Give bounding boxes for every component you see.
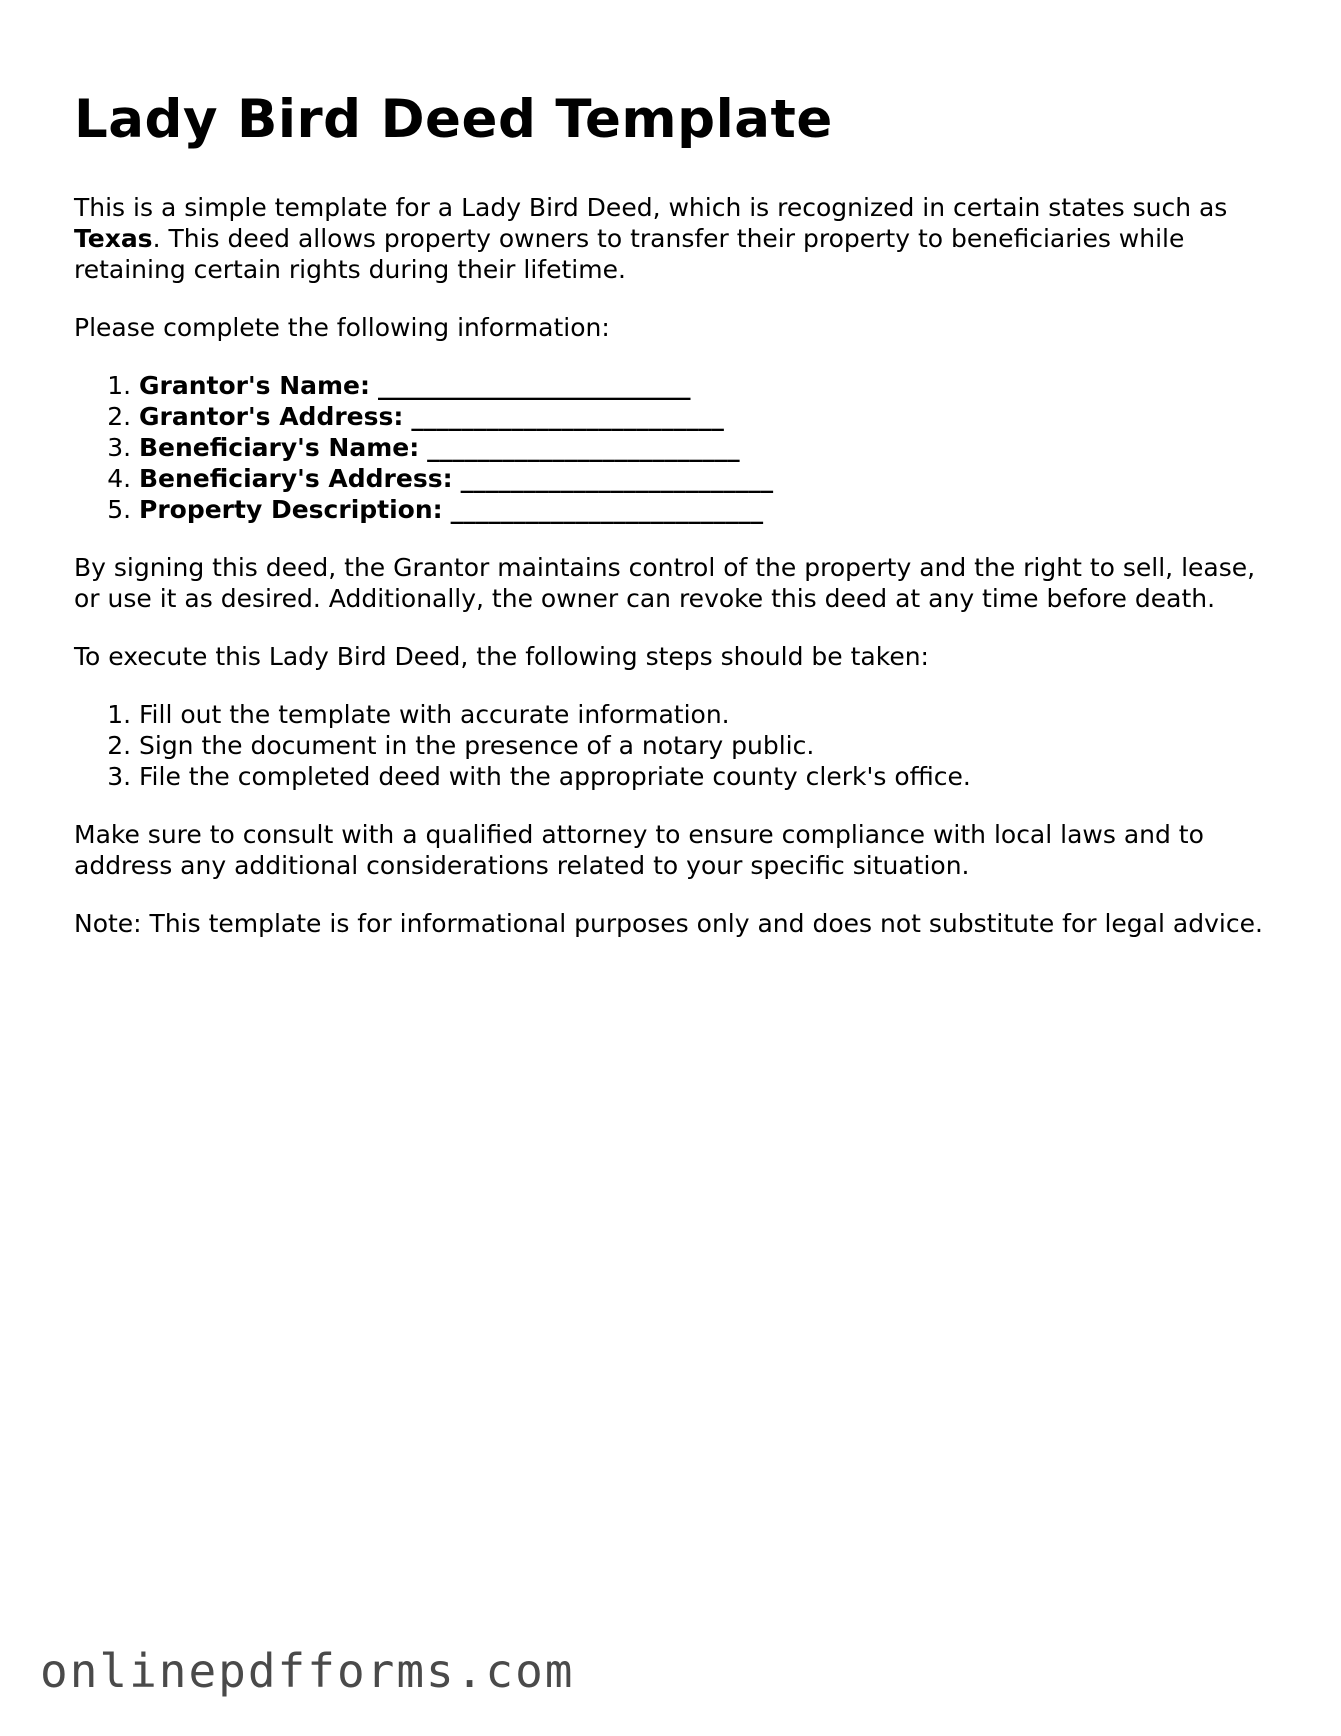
field-beneficiary-address <box>139 463 1274 494</box>
rights-paragraph: By signing this deed, the Grantor maintains control of the property and the right to sell, lease, or use it as desired. Additionally, the owner can revoke this deed at any time before death. <box>74 552 1256 613</box>
field-label: Grantor's Name: <box>139 370 371 400</box>
intro-text-after: . This deed allows property owners to transfer their property to beneficiaries while retaining certain rights during their lifetime. <box>74 223 1185 284</box>
step-item: 3. File the completed deed with the appropriate county clerk's office. <box>139 761 1274 792</box>
field-blank: _________________________ <box>460 463 774 493</box>
fields-list <box>74 370 1274 525</box>
intro-state: Texas <box>74 223 153 253</box>
watermark: onlinepdfforms.com <box>40 1644 575 1698</box>
intro-text-before: This is a simple template for a Lady Bird Deed, which is recognized in certain states such as <box>74 192 1228 222</box>
steps-list <box>74 699 1274 792</box>
field-blank: _________________________ <box>450 494 764 524</box>
fields-prompt: Please complete the following information: <box>74 312 610 342</box>
document-title: Lady Bird Deed Template <box>74 89 833 150</box>
steps-intro: To execute this Lady Bird Deed, the following steps should be taken: <box>74 641 929 671</box>
intro-paragraph <box>74 192 1274 285</box>
field-beneficiary-name <box>139 432 1274 463</box>
step-item: 2. Sign the document in the presence of a notary public. <box>139 730 1274 761</box>
field-label: Beneficiary's Address: <box>139 463 453 493</box>
consult-paragraph: Make sure to consult with a qualified attorney to ensure compliance with local laws and to address any additional considerations related to your specific situation. <box>74 819 1204 880</box>
field-grantor-address <box>139 401 1274 432</box>
field-blank: _________________________ <box>411 401 724 431</box>
field-label: Beneficiary's Name: <box>139 432 420 462</box>
field-property-description <box>139 494 1274 525</box>
field-label: Property Description: <box>139 494 443 524</box>
step-item: 1. Fill out the template with accurate information. <box>139 699 1274 730</box>
field-blank: _________________________ <box>427 432 740 462</box>
document-page <box>74 88 1274 966</box>
field-blank: _________________________ <box>377 370 691 400</box>
field-label: Grantor's Address: <box>139 401 404 431</box>
field-grantor-name <box>139 370 1274 401</box>
disclaimer-note: Note: This template is for informational purposes only and does not substitute for legal advice. <box>74 908 1263 938</box>
